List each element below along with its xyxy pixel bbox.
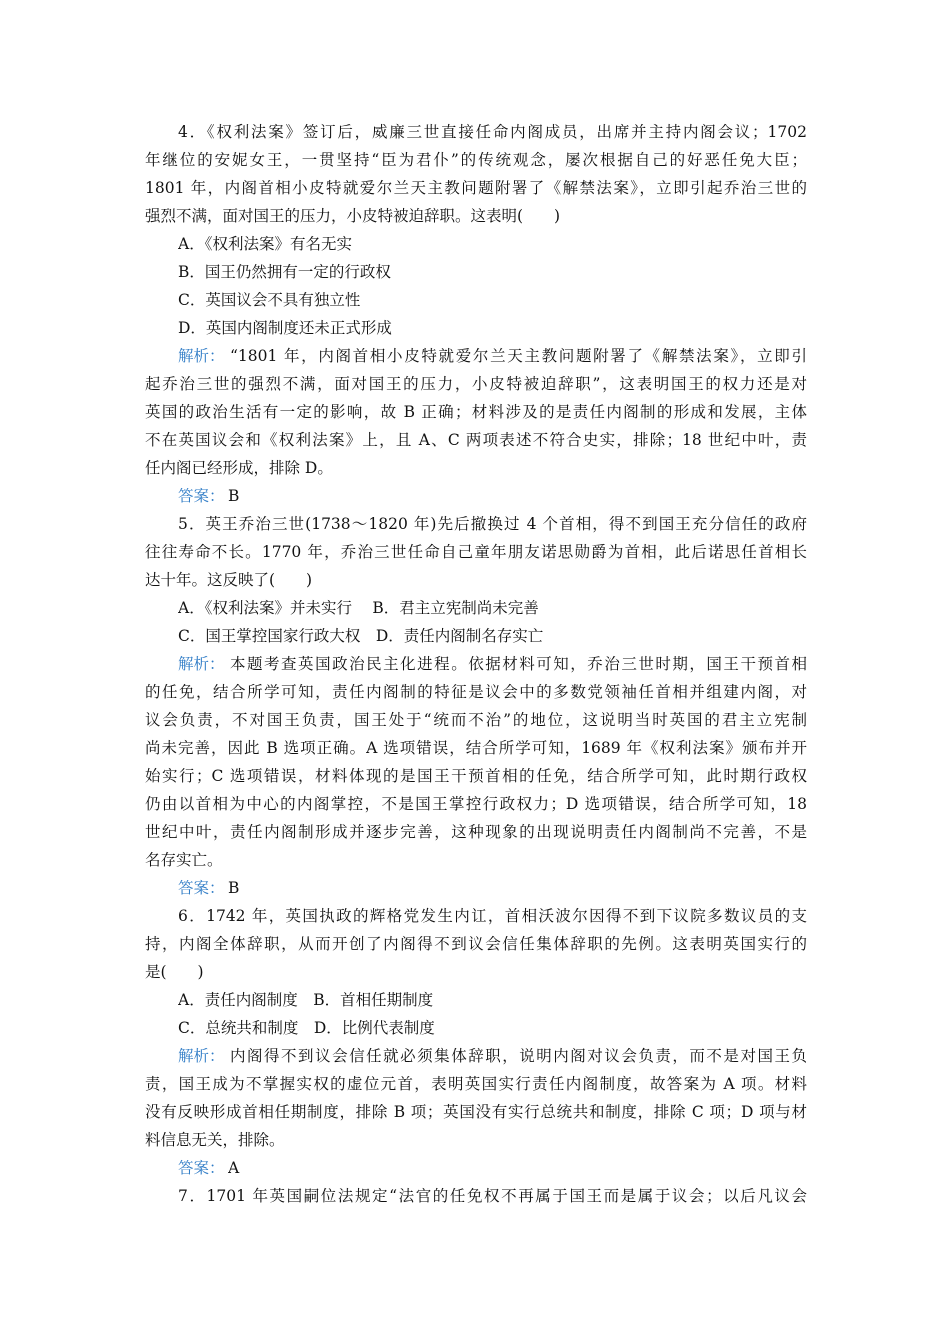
q5-stem-line-1: 5．英王乔治三世(1738～1820 年)先后撤换过 4 个首相，得不到国王充分信任的政府 <box>178 515 807 533</box>
q6-answer-value: A <box>228 1159 240 1177</box>
q4-analysis-line-5: 任内阁已经形成，排除 D。 <box>145 459 333 477</box>
q5-options-line-1: A．《权利法案》并未实行 B．君主立宪制尚未完善 <box>178 599 539 617</box>
q4-analysis-line-1: “1801 年，内阁首相小皮特就爱尔兰天主教问题附署了《解禁法案》，立即引 <box>230 347 807 365</box>
q7-stem-line-1: 7．1701 年英国嗣位法规定“法官的任免权不再属于国王而是属于议会；以后凡议会 <box>178 1187 807 1205</box>
q4-stem-line-2: 年继位的安妮女王，一贯坚持“臣为君仆”的传统观念，屡次根据自己的好恶任免大臣； <box>145 151 807 169</box>
q4-answer-label: 答案： <box>178 487 225 505</box>
q4-answer-value: B <box>228 487 240 505</box>
q4-option-d: D．英国内阁制度还未正式形成 <box>178 319 392 337</box>
q6-options-line-2: C．总统共和制度 D．比例代表制度 <box>178 1019 435 1037</box>
q4-stem-line-1: 4．《权利法案》签订后，威廉三世直接任命内阁成员，出席并主持内阁会议；1702 <box>178 123 807 141</box>
q4-stem-line-4: 强烈不满，面对国王的压力，小皮特被迫辞职。这表明( ) <box>145 207 561 225</box>
q5-analysis-label: 解析： <box>178 655 225 673</box>
q5-analysis-line-8: 名存实亡。 <box>145 851 223 869</box>
q4-option-c: C．英国议会不具有独立性 <box>178 291 361 309</box>
q4-option-b: B．国王仍然拥有一定的行政权 <box>178 263 391 281</box>
q6-stem-line-3: 是( ) <box>145 963 204 981</box>
q5-answer-value: B <box>228 879 240 897</box>
q6-options-line-1: A．责任内阁制度 B．首相任期制度 <box>178 991 434 1009</box>
q4-analysis-line-4: 不在英国议会和《权利法案》上，且 A、C 两项表述不符合史实，排除；18 世纪中叶，责 <box>145 431 807 449</box>
q5-analysis-line-3: 议会负责，不对国王负责，国王处于“统而不治”的地位，这说明当时英国的君主立宪制 <box>145 711 807 729</box>
q4-stem-line-3: 1801 年，内阁首相小皮特就爱尔兰天主教问题附署了《解禁法案》，立即引起乔治三世的 <box>145 179 807 197</box>
q5-answer-label: 答案： <box>178 879 225 897</box>
q5-analysis-line-6: 仍由以首相为中心的内阁掌控，不是国王掌控行政权力；D 选项错误，结合所学可知，18 <box>145 795 807 813</box>
q5-analysis-line-2: 的任免，结合所学可知，责任内阁制的特征是议会中的多数党领袖任首相并组建内阁，对 <box>145 683 807 701</box>
q6-analysis-label: 解析： <box>178 1047 225 1065</box>
q5-stem-line-2: 往往寿命不长。1770 年，乔治三世任命自己童年朋友诺思勋爵为首相，此后诺思任首相长 <box>145 543 807 561</box>
q4-analysis-line-2: 起乔治三世的强烈不满，面对国王的压力，小皮特被迫辞职”，这表明国王的权力还是对 <box>145 375 807 393</box>
q4-analysis-label: 解析： <box>178 347 225 365</box>
q6-stem-line-2: 持，内阁全体辞职，从而开创了内阁得不到议会信任集体辞职的先例。这表明英国实行的 <box>145 935 807 953</box>
q6-stem-line-1: 6．1742 年，英国执政的辉格党发生内讧，首相沃波尔因得不到下议院多数议员的支 <box>178 907 807 925</box>
q4-option-a: A．《权利法案》有名无实 <box>178 235 352 253</box>
q6-analysis-line-1: 内阁得不到议会信任就必须集体辞职，说明内阁对议会负责，而不是对国王负 <box>230 1047 807 1065</box>
q5-analysis-line-1: 本题考查英国政治民主化进程。依据材料可知，乔治三世时期，国王干预首相 <box>230 655 807 673</box>
q5-stem-line-3: 达十年。这反映了( ) <box>145 571 313 589</box>
q5-analysis-line-5: 始实行；C 选项错误，材料体现的是国王干预首相的任免，结合所学可知，此时期行政权 <box>145 767 807 785</box>
q6-analysis-line-4: 料信息无关，排除。 <box>145 1131 285 1149</box>
q6-analysis-line-2: 责，国王成为不掌握实权的虚位元首，表明英国实行责任内阁制度，故答案为 A 项。材料 <box>145 1075 807 1093</box>
q6-analysis-line-3: 没有反映形成首相任期制度，排除 B 项；英国没有实行总统共和制度，排除 C 项；D 项与材 <box>145 1103 807 1121</box>
q6-answer-label: 答案： <box>178 1159 225 1177</box>
q5-analysis-line-4: 尚未完善，因此 B 选项正确。A 选项错误，结合所学可知，1689 年《权利法案》颁布并开 <box>145 739 807 757</box>
q5-analysis-line-7: 世纪中叶，责任内阁制形成并逐步完善，这种现象的出现说明责任内阁制尚不完善，不是 <box>145 823 807 841</box>
q4-analysis-line-3: 英国的政治生活有一定的影响，故 B 正确；材料涉及的是责任内阁制的形成和发展，主体 <box>145 403 807 421</box>
q5-options-line-2: C．国王掌控国家行政大权 D．责任内阁制名存实亡 <box>178 627 544 645</box>
